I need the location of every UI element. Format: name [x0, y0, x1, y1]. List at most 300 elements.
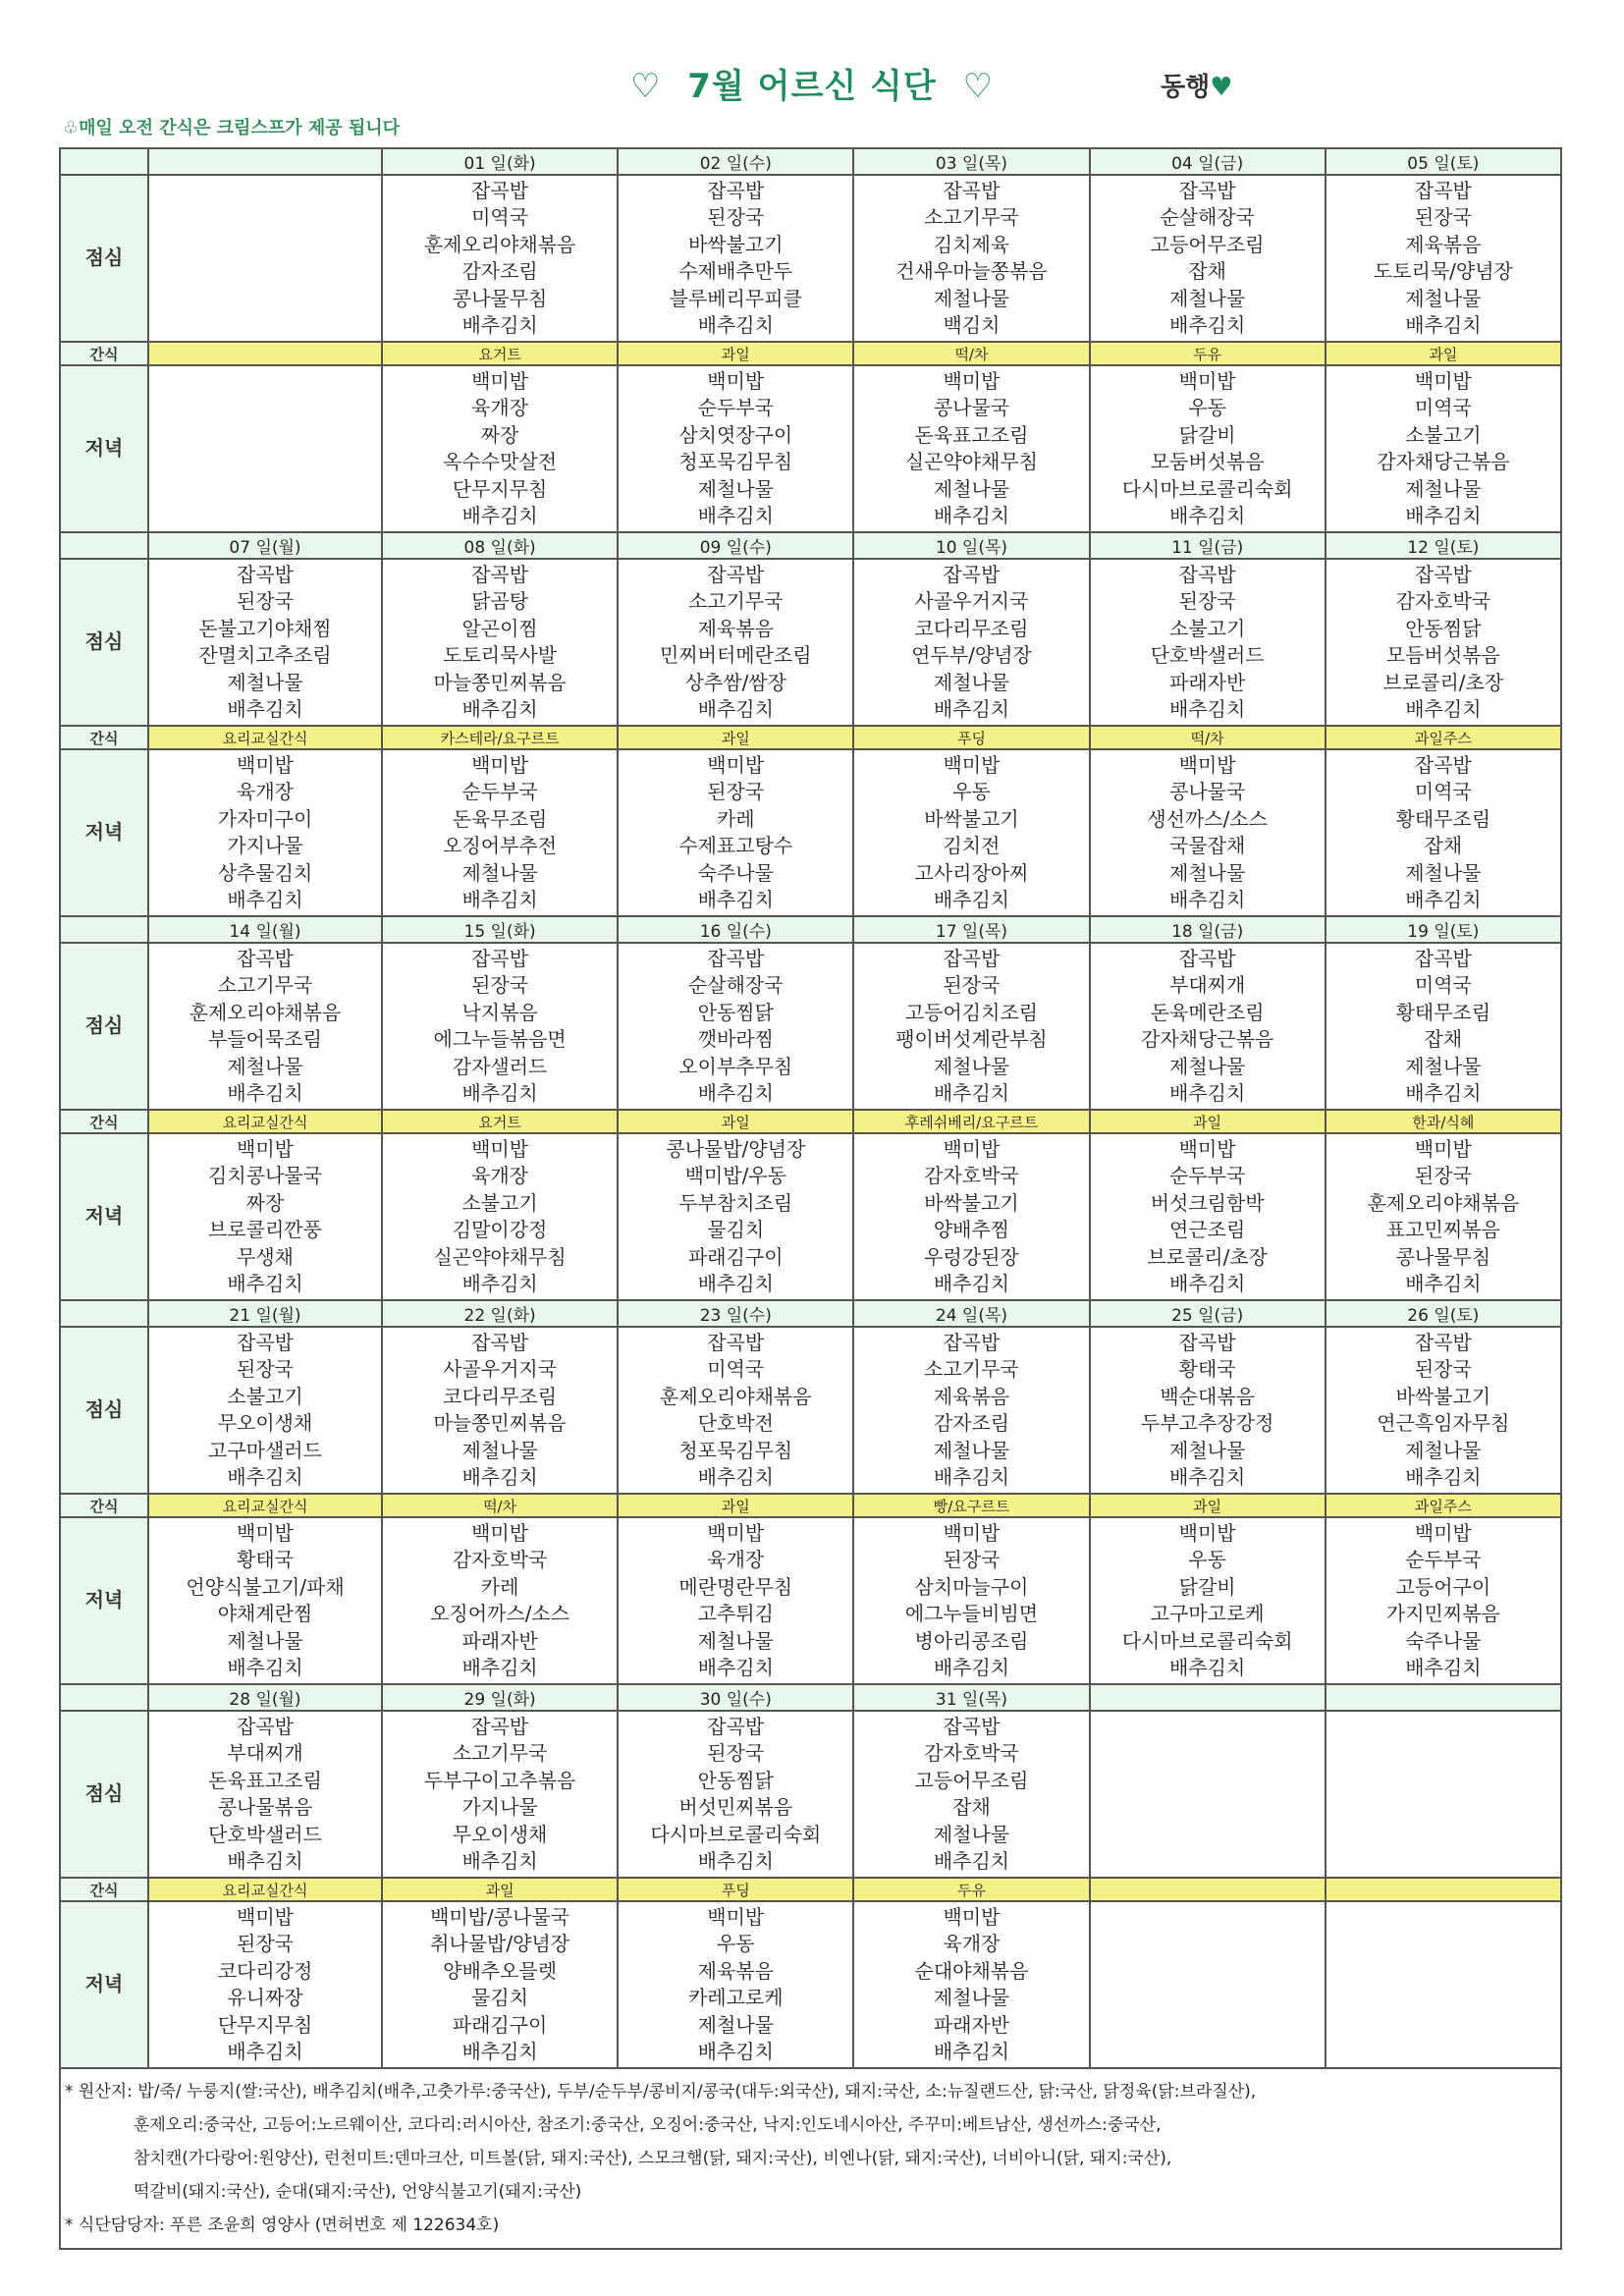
- menu-item: 버섯크림함박: [1150, 1190, 1265, 1215]
- menu-item: 감자조림: [933, 1411, 1010, 1435]
- date-cell: 25 일(금): [1090, 1300, 1326, 1327]
- dinner-cell: [148, 1901, 382, 2068]
- menu-item: 순두부국: [1169, 1164, 1246, 1187]
- menu-item: 된장국: [707, 205, 765, 229]
- heart-outline-icon: ♡: [962, 67, 995, 106]
- menu-item: 사골우거지국: [914, 589, 1029, 613]
- menu-item: 제철나물: [933, 476, 1010, 501]
- lunch-row: [60, 1711, 1561, 1878]
- dinner-cell: [1090, 1517, 1326, 1684]
- menu-item: 백순대볶음: [1160, 1384, 1255, 1408]
- menu-item: 배추김치: [461, 1272, 538, 1295]
- menu-item: 김말이강정: [452, 1218, 548, 1241]
- dinner-label: 저녁: [60, 1133, 148, 1300]
- menu-item: 배추김치: [933, 504, 1010, 527]
- menu-item: 배추김치: [1405, 504, 1482, 527]
- menu-item: 감자채당근볶음: [1141, 1027, 1274, 1051]
- date-cell: [148, 148, 382, 175]
- menu-item: 우동: [952, 780, 991, 803]
- menu-item: 감자호박국: [452, 1548, 548, 1571]
- menu-item: 두부고추장강정: [1141, 1411, 1274, 1435]
- date-cell: 12 일(토): [1326, 532, 1561, 559]
- menu-item: 바싹불고기: [924, 806, 1019, 831]
- menu-item: 돈육무조림: [452, 806, 548, 831]
- menu-item: 배추김치: [1169, 1465, 1246, 1489]
- dinner-row: [60, 365, 1561, 532]
- lunch-cell: [148, 1711, 382, 1878]
- snack-label: 간식: [60, 342, 148, 365]
- menu-item: 감자샐러드: [452, 1054, 548, 1078]
- dinner-row: [60, 749, 1561, 916]
- menu-item: 가지민찌볶음: [1385, 1602, 1500, 1625]
- menu-item: 백미밥: [1178, 1520, 1236, 1545]
- menu-item: 감자호박국: [1395, 589, 1491, 613]
- menu-item: 우렁강된장: [924, 1244, 1019, 1269]
- menu-item: 백미밥: [707, 368, 765, 393]
- menu-item: 제철나물: [461, 860, 538, 885]
- menu-item: 콩나물볶음: [217, 1795, 313, 1819]
- menu-item: 백미밥: [943, 1904, 1001, 1929]
- snack-cell: 후레쉬베리/요구르트: [853, 1110, 1089, 1133]
- menu-item: 잡곡밥: [1414, 562, 1472, 586]
- menu-item: 황태국: [1178, 1357, 1236, 1381]
- menu-item: 잔멸치고추조림: [198, 643, 332, 667]
- menu-item: 배추김치: [227, 1465, 303, 1489]
- lunch-cell: [853, 175, 1089, 342]
- menu-item: 백미밥: [237, 752, 294, 777]
- date-cell: 26 일(토): [1326, 1300, 1561, 1327]
- menu-item: 백미밥: [943, 752, 1001, 777]
- snack-label: 간식: [60, 726, 148, 749]
- menu-item: 고구마고로케: [1150, 1602, 1265, 1625]
- menu-item: 배추김치: [933, 1656, 1010, 1679]
- menu-item: 부대찌개: [227, 1741, 303, 1765]
- menu-item: 카레고로케: [687, 1986, 784, 2009]
- menu-item: 백미밥: [943, 368, 1001, 393]
- date-cell: 07 일(월): [148, 532, 382, 559]
- menu-item: 카레: [480, 1574, 519, 1599]
- menu-item: 배추김치: [933, 1272, 1010, 1295]
- snack-cell: 카스테라/요구르트: [382, 726, 618, 749]
- menu-item: 다시마브로콜리숙회: [1121, 1628, 1293, 1653]
- menu-item: 김치제육: [933, 232, 1010, 256]
- menu-item: 청포묵김무침: [678, 1438, 793, 1462]
- menu-item: 배추김치: [697, 504, 774, 527]
- date-cell: [1090, 1684, 1326, 1711]
- date-header-row: [60, 1684, 1561, 1711]
- menu-item: 배추김치: [461, 504, 538, 527]
- menu-item: 고등어김치조림: [904, 1000, 1039, 1024]
- menu-item: 삼치마늘구이: [914, 1574, 1029, 1599]
- dinner-row: [60, 1901, 1561, 2068]
- menu-item: 잡곡밥: [237, 946, 294, 970]
- menu-item: 제철나물: [1405, 286, 1482, 310]
- snack-cell: 푸딩: [618, 1878, 853, 1901]
- menu-item: 배추김치: [1169, 1656, 1246, 1679]
- lunch-cell: [1090, 559, 1326, 726]
- date-cell: 17 일(목): [853, 916, 1089, 943]
- snack-cell: 요거트: [382, 342, 618, 365]
- menu-item: 잡곡밥: [471, 946, 529, 970]
- menu-item: 물김치: [707, 1218, 765, 1241]
- menu-item: 숙주나물: [697, 860, 774, 885]
- menu-item: 백미밥/우동: [684, 1164, 786, 1187]
- date-cell: 03 일(목): [853, 148, 1089, 175]
- origin-line: 참치캔(가다랑어:원양산), 런천미트:덴마크산, 미트볼(닭, 돼지:국산), 스모크햄(닭, 돼지:국산), 비엔나(닭, 돼지:국산), 너비아니(닭, 돼지:국산),: [134, 2149, 1172, 2168]
- dinner-label: 저녁: [60, 1517, 148, 1684]
- snack-cell: 과일주스: [1326, 1494, 1561, 1517]
- dinner-cell: [382, 1517, 618, 1684]
- menu-item: 잡곡밥: [1414, 946, 1472, 970]
- snack-row: [60, 1878, 1561, 1901]
- menu-item: 잡채: [1424, 1027, 1463, 1051]
- dinner-cell: [853, 365, 1089, 532]
- menu-item: 훈제오리야채볶음: [423, 232, 576, 256]
- menu-item: 생선까스/소스: [1147, 806, 1268, 831]
- date-cell: 15 일(화): [382, 916, 618, 943]
- snack-cell: 떡/차: [853, 342, 1089, 365]
- menu-item: 유니짜장: [227, 1986, 303, 2009]
- menu-item: 제철나물: [933, 1438, 1010, 1462]
- snack-cell: 과일: [618, 342, 853, 365]
- menu-item: 감자호박국: [924, 1164, 1019, 1187]
- menu-item: 제철나물: [227, 1628, 303, 1653]
- menu-item: 된장국: [943, 973, 1001, 997]
- dinner-cell: [618, 1133, 853, 1300]
- snack-row: [60, 1110, 1561, 1133]
- menu-item: 미역국: [471, 205, 529, 229]
- menu-item: 오이부추무침: [678, 1054, 793, 1078]
- menu-item: 제철나물: [1169, 1438, 1246, 1462]
- menu-item: 된장국: [707, 780, 765, 803]
- menu-item: 잡곡밥: [1414, 752, 1472, 777]
- menu-item: 된장국: [471, 973, 529, 997]
- date-cell: 19 일(토): [1326, 916, 1561, 943]
- menu-item: 잡곡밥: [943, 562, 1001, 586]
- date-header-row: [60, 1300, 1561, 1327]
- snack-cell: 빵/요구르트: [853, 1494, 1089, 1517]
- snack-cell: 요리교실간식: [148, 1494, 382, 1517]
- menu-item: 병아리콩조림: [914, 1628, 1029, 1653]
- heart-outline-icon: ♡: [629, 67, 662, 106]
- date-cell: 11 일(금): [1090, 532, 1326, 559]
- menu-item: 알곤이찜: [461, 616, 538, 640]
- menu-item: 된장국: [1414, 1357, 1472, 1381]
- lunch-cell: [1326, 1711, 1561, 1878]
- lunch-cell: [1090, 1327, 1326, 1494]
- dinner-cell: [1090, 365, 1326, 532]
- lunch-cell: [1090, 1711, 1326, 1878]
- menu-item: 건새우마늘쫑볶음: [895, 259, 1048, 283]
- menu-item: 미역국: [1414, 780, 1472, 803]
- dinner-cell: [1326, 1133, 1561, 1300]
- menu-item: 배추김치: [933, 1081, 1010, 1105]
- menu-item: 콩나물무침: [1395, 1244, 1491, 1269]
- menu-item: 백미밥: [237, 1520, 294, 1545]
- menu-item: 훈제오리야채볶음: [189, 1000, 342, 1024]
- menu-item: 잡곡밥: [707, 1330, 765, 1354]
- menu-item: 마늘쫑민찌볶음: [433, 670, 567, 694]
- menu-item: 소불고기: [1405, 422, 1482, 447]
- snack-row: [60, 726, 1561, 749]
- menu-item: 백미밥: [943, 1136, 1001, 1161]
- footer-notes: [60, 2068, 1561, 2249]
- menu-item: 제철나물: [1169, 286, 1246, 310]
- menu-item: 메란명란무침: [678, 1574, 793, 1599]
- lunch-cell: [1326, 559, 1561, 726]
- menu-item: 백미밥: [1178, 1136, 1236, 1161]
- menu-item: 훈제오리야채볶음: [1367, 1190, 1520, 1215]
- menu-item: 닭갈비: [1178, 422, 1236, 447]
- dinner-cell: [148, 1517, 382, 1684]
- menu-item: 배추김치: [697, 313, 774, 337]
- menu-item: 배추김치: [227, 2040, 303, 2063]
- snack-cell: [1090, 1878, 1326, 1901]
- menu-item: 순살해장국: [687, 973, 784, 997]
- menu-item: 잡채: [1424, 834, 1463, 857]
- date-cell: 08 일(화): [382, 532, 618, 559]
- menu-item: 배추김치: [1405, 1272, 1482, 1295]
- menu-item: 가지나물: [461, 1795, 538, 1819]
- menu-item: 닭갈비: [1178, 1574, 1236, 1599]
- menu-item: 바싹불고기: [924, 1190, 1019, 1215]
- snack-cell: 요리교실간식: [148, 726, 382, 749]
- menu-item: 배추김치: [697, 1465, 774, 1489]
- menu-item: 배추김치: [461, 1465, 538, 1489]
- menu-item: 낙지볶음: [461, 1000, 538, 1024]
- snack-label: 간식: [60, 1878, 148, 1901]
- snack-label: 간식: [60, 1494, 148, 1517]
- menu-item: 미역국: [1414, 396, 1472, 419]
- menu-item: 제철나물: [1405, 476, 1482, 501]
- menu-item: 배추김치: [227, 1272, 303, 1295]
- date-header-row: [60, 916, 1561, 943]
- snack-cell: 과일: [618, 1494, 853, 1517]
- menu-item: 민찌버터메란조림: [660, 643, 812, 667]
- menu-item: 순두부국: [461, 780, 538, 803]
- menu-item: 돈육메란조림: [1150, 1000, 1265, 1024]
- lunch-cell: [618, 559, 853, 726]
- dinner-cell: [1090, 1901, 1326, 2068]
- date-header-row: [60, 148, 1561, 175]
- menu-item: 다시마브로콜리숙회: [650, 1822, 822, 1846]
- page-title: [0, 59, 1624, 107]
- menu-item: 무오이생채: [452, 1822, 548, 1846]
- menu-item: 감자채당근볶음: [1377, 450, 1510, 473]
- menu-item: 배추김치: [933, 1849, 1010, 1873]
- menu-item: 마늘쫑민찌볶음: [433, 1411, 567, 1435]
- menu-item: 안동찜닭: [697, 1000, 774, 1024]
- menu-item: 제철나물: [933, 286, 1010, 310]
- menu-item: 배추김치: [1405, 1656, 1482, 1679]
- menu-item: 고등어무조림: [1150, 232, 1265, 256]
- dinner-cell: [382, 365, 618, 532]
- menu-item: 고등어구이: [1395, 1574, 1491, 1599]
- menu-item: 잡곡밥: [1414, 178, 1472, 202]
- menu-item: 배추김치: [933, 697, 1010, 721]
- menu-item: 잡곡밥: [707, 1714, 765, 1738]
- snack-cell: 요거트: [382, 1110, 618, 1133]
- menu-item: 배추김치: [461, 1081, 538, 1105]
- lunch-cell: [618, 943, 853, 1110]
- dinner-cell: [1326, 749, 1561, 916]
- menu-item: 브로콜리/초장: [1147, 1244, 1268, 1269]
- snack-cell: 한과/식혜: [1326, 1110, 1561, 1133]
- dinner-cell: [853, 1133, 1089, 1300]
- lunch-cell: [618, 1327, 853, 1494]
- menu-item: 잡곡밥: [237, 562, 294, 586]
- lunch-cell: [382, 1327, 618, 1494]
- menu-item: 버섯민찌볶음: [678, 1795, 793, 1819]
- menu-item: 잡곡밥: [237, 1330, 294, 1354]
- menu-item: 코다리무조림: [443, 1384, 558, 1408]
- menu-item: 파래자반: [1169, 670, 1246, 694]
- menu-item: 순두부국: [697, 396, 774, 419]
- menu-item: 바싹불고기: [1395, 1384, 1491, 1408]
- menu-item: 배추김치: [1169, 697, 1246, 721]
- lunch-label: 점심: [60, 175, 148, 342]
- menu-item: 배추김치: [933, 1465, 1010, 1489]
- menu-item: 안동찜닭: [1405, 616, 1482, 640]
- menu-item: 백미밥: [707, 1520, 765, 1545]
- menu-item: 브로콜리깐풍: [208, 1218, 322, 1241]
- menu-item: 백김치: [943, 313, 1001, 337]
- menu-item: 단무지무침: [217, 2012, 313, 2037]
- menu-item: 황태국: [237, 1548, 294, 1571]
- menu-item: 배추김치: [1405, 888, 1482, 911]
- menu-item: 콩나물무침: [452, 286, 548, 310]
- dinner-cell: [618, 1517, 853, 1684]
- menu-item: 돈불고기야채찜: [198, 616, 332, 640]
- menu-item: 수제표고탕수: [678, 834, 793, 857]
- menu-item: 잡곡밥: [1178, 946, 1236, 970]
- menu-item: 백미밥: [471, 1520, 529, 1545]
- menu-item: 단호박샐러드: [208, 1822, 322, 1846]
- date-cell: 14 일(월): [148, 916, 382, 943]
- menu-item: 배추김치: [461, 1656, 538, 1679]
- menu-item: 백미밥: [1178, 752, 1236, 777]
- origin-line: 훈제오리:중국산, 고등어:노르웨이산, 코다리:러시아산, 참조기:중국산, 오징어:중국산, 낙지:인도네시아산, 주꾸미:베트남산, 생선까스:중국산,: [134, 2115, 1162, 2135]
- menu-item: 육개장: [237, 780, 294, 803]
- menu-item: 배추김치: [227, 697, 303, 721]
- menu-item: 배추김치: [227, 1656, 303, 1679]
- menu-item: 제철나물: [227, 670, 303, 694]
- menu-item: 배추김치: [1169, 888, 1246, 911]
- menu-item: 파래김구이: [452, 2012, 548, 2037]
- menu-item: 돈육표고조림: [914, 422, 1029, 447]
- menu-item: 배추김치: [1405, 1081, 1482, 1105]
- menu-item: 고등어무조림: [914, 1768, 1029, 1792]
- dinner-label: 저녁: [60, 1901, 148, 2068]
- menu-item: 백미밥: [471, 752, 529, 777]
- lunch-label: 점심: [60, 1711, 148, 1878]
- dinner-cell: [1326, 1517, 1561, 1684]
- dinner-cell: [148, 365, 382, 532]
- brand-name: 동행: [1161, 73, 1211, 102]
- menu-item: 된장국: [707, 1741, 765, 1765]
- menu-item: 배추김치: [1169, 1081, 1246, 1105]
- menu-item: 제철나물: [697, 476, 774, 501]
- date-cell: 29 일(화): [382, 1684, 618, 1711]
- menu-item: 배추김치: [1169, 504, 1246, 527]
- menu-item: 된장국: [1414, 205, 1472, 229]
- menu-item: 모듬버섯볶음: [1385, 643, 1500, 667]
- origin-line: * 원산지: 밥/죽/ 누룽지(쌀:국산), 배추김치(배추,고춧가루:중국산), 두부/순두부/콩비지/콩국(대두:외국산), 돼지:국산, 소:뉴질랜드산, 닭:국산, 닭정육(닭:브라질산),: [65, 2082, 1257, 2102]
- lunch-row: [60, 943, 1561, 1110]
- menu-item: 미역국: [1414, 973, 1472, 997]
- menu-item: 배추김치: [1169, 1272, 1246, 1295]
- snack-cell: 두유: [1090, 342, 1326, 365]
- menu-item: 실곤약야채무침: [433, 1244, 567, 1269]
- lunch-cell: [853, 1327, 1089, 1494]
- menu-item: 두부구이고추볶음: [423, 1768, 576, 1792]
- snack-cell: 과일: [1090, 1494, 1326, 1517]
- menu-item: 취나물밥/양념장: [430, 1932, 570, 1955]
- dinner-cell: [1326, 365, 1561, 532]
- menu-item: 된장국: [943, 1548, 1001, 1571]
- menu-item: 배추김치: [697, 2040, 774, 2063]
- menu-item: 육개장: [471, 396, 529, 419]
- menu-item: 김치전: [943, 834, 1001, 857]
- snack-cell: 과일: [1090, 1110, 1326, 1133]
- date-cell: 23 일(수): [618, 1300, 853, 1327]
- menu-item: 배추김치: [697, 1656, 774, 1679]
- menu-item: 배추김치: [461, 2040, 538, 2063]
- lunch-cell: [1090, 175, 1326, 342]
- menu-item: 배추김치: [1405, 313, 1482, 337]
- menu-item: 우동: [716, 1932, 755, 1955]
- snack-cell: 떡/차: [1090, 726, 1326, 749]
- lunch-label: 점심: [60, 1327, 148, 1494]
- menu-item: 배추김치: [1169, 313, 1246, 337]
- menu-item: 제육볶음: [697, 1958, 774, 1983]
- menu-item: 제철나물: [933, 1054, 1010, 1078]
- menu-item: 배추김치: [461, 1849, 538, 1873]
- menu-item: 배추김치: [227, 888, 303, 911]
- menu-item: 백미밥: [237, 1904, 294, 1929]
- menu-item: 잡곡밥: [1178, 178, 1236, 202]
- menu-item: 제철나물: [461, 1438, 538, 1462]
- menu-item: 모둠버섯볶음: [1150, 450, 1265, 473]
- menu-item: 파래자반: [933, 2012, 1010, 2037]
- menu-item: 콩나물밥/양념장: [666, 1136, 806, 1161]
- menu-item: 코다리무조림: [914, 616, 1029, 640]
- snack-cell: 과일: [618, 1110, 853, 1133]
- menu-item: 된장국: [237, 1357, 294, 1381]
- menu-item: 양배추오믈렛: [443, 1958, 558, 1983]
- snack-row: [60, 1494, 1561, 1517]
- menu-item: 숙주나물: [1405, 1628, 1482, 1653]
- menu-item: 고추튀김: [697, 1602, 774, 1625]
- menu-item: 배추김치: [461, 313, 538, 337]
- menu-item: 순살해장국: [1160, 205, 1255, 229]
- meal-plan-table: [59, 147, 1562, 2250]
- lunch-cell: [618, 1711, 853, 1878]
- snack-cell: 과일: [382, 1878, 618, 1901]
- menu-item: 팽이버섯계란부침: [895, 1027, 1048, 1051]
- lunch-cell: [618, 175, 853, 342]
- menu-item: 배추김치: [461, 888, 538, 911]
- snack-cell: 두유: [853, 1878, 1089, 1901]
- lunch-cell: [382, 943, 618, 1110]
- menu-item: 육개장: [943, 1932, 1001, 1955]
- date-header-row: [60, 532, 1561, 559]
- menu-item: 제철나물: [227, 1054, 303, 1078]
- dinner-cell: [148, 749, 382, 916]
- lunch-cell: [382, 1711, 618, 1878]
- menu-item: 무생채: [237, 1244, 294, 1269]
- date-cell: 28 일(월): [148, 1684, 382, 1711]
